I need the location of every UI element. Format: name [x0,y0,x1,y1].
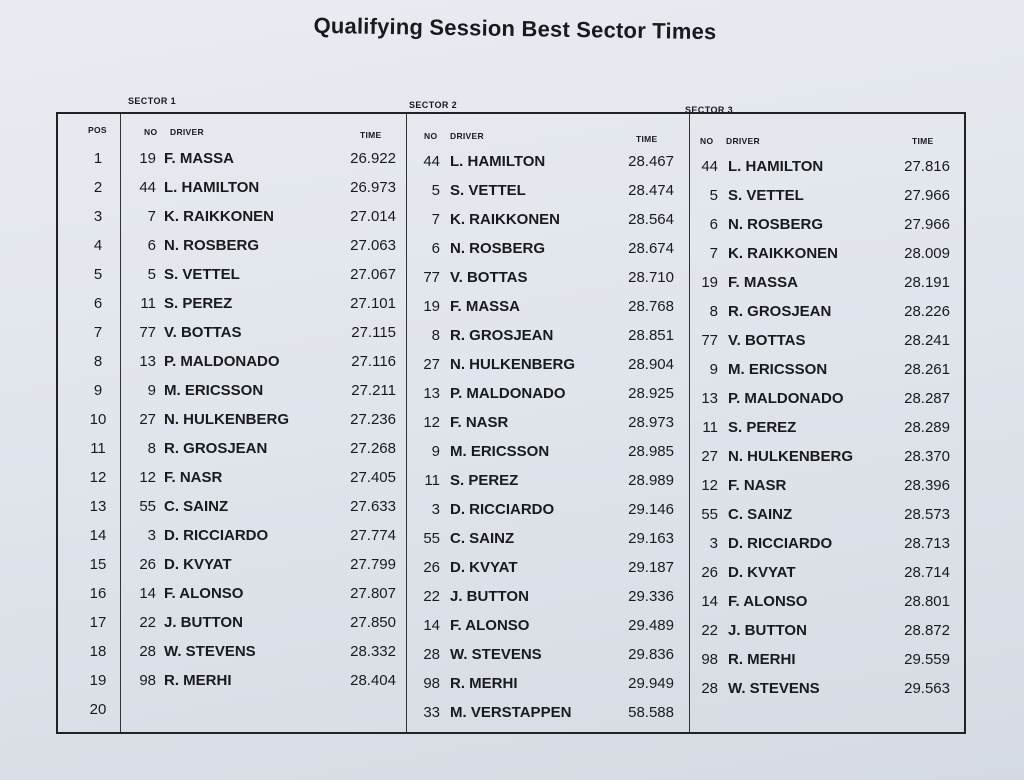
car-number-cell: 22 [423,588,440,605]
time-cell: 28.674 [628,240,674,257]
driver-cell: W. STEVENS [728,680,820,697]
car-number-cell: 44 [139,179,156,196]
time-cell: 28.226 [904,303,950,320]
position-cell: 4 [93,237,103,254]
position-cell: 17 [89,614,107,631]
table-row [58,347,964,376]
table-row [58,173,964,202]
time-cell: 28.989 [628,472,674,489]
table-row [58,376,964,405]
time-cell: 28.713 [904,535,950,552]
position-cell: 19 [89,672,107,689]
time-cell: 27.067 [350,266,396,283]
car-number-cell: 44 [423,153,440,170]
time-cell: 28.332 [350,643,396,660]
car-number-cell: 12 [139,469,156,486]
time-cell: 27.101 [350,295,396,312]
time-cell: 28.851 [628,327,674,344]
car-number-cell: 9 [431,443,440,460]
position-cell: 2 [93,179,103,196]
driver-cell: J. BUTTON [728,622,807,639]
driver-cell: F. NASR [450,414,509,431]
table-row [58,666,964,695]
driver-cell: S. PEREZ [450,472,519,489]
driver-cell: K. RAIKKONEN [728,245,839,262]
s1-driver-header: DRIVER [170,127,204,137]
table-row [58,202,964,231]
time-cell: 28.396 [904,477,950,494]
car-number-cell: 55 [701,506,718,523]
position-cell: 10 [89,411,107,428]
position-cell: 7 [93,324,103,341]
table-row [58,231,964,260]
position-cell: 18 [89,643,107,660]
position-cell: 16 [89,585,107,602]
time-cell: 28.714 [904,564,950,581]
driver-cell: V. BOTTAS [450,269,528,286]
driver-cell: W. STEVENS [164,643,256,660]
driver-cell: K. RAIKKONEN [450,211,561,228]
driver-cell: P. MALDONADO [728,390,844,407]
time-cell: 28.009 [904,245,950,262]
time-cell: 27.816 [904,158,950,175]
driver-cell: D. KVYAT [164,556,232,573]
position-cell: 6 [93,295,103,312]
driver-cell: N. HULKENBERG [164,411,290,428]
car-number-cell: 7 [147,208,156,225]
car-number-cell: 3 [709,535,718,552]
driver-cell: R. MERHI [450,675,518,692]
time-cell: 27.807 [350,585,396,602]
time-cell: 27.268 [350,440,396,457]
driver-cell: F. ALONSO [450,617,530,634]
time-cell: 29.336 [628,588,674,605]
driver-cell: M. ERICSSON [450,443,550,460]
time-cell: 28.191 [904,274,950,291]
driver-cell: C. SAINZ [728,506,793,523]
driver-cell: R. MERHI [164,672,232,689]
driver-cell: M. VERSTAPPEN [450,704,572,721]
table-row [58,579,964,608]
driver-cell: V. BOTTAS [728,332,806,349]
table-row [58,405,964,434]
car-number-cell: 27 [139,411,156,428]
driver-cell: R. GROSJEAN [164,440,268,457]
time-cell: 28.289 [904,419,950,436]
car-number-cell: 11 [140,295,156,312]
time-cell: 29.187 [628,559,674,576]
car-number-cell: 5 [709,187,718,204]
car-number-cell: 14 [139,585,156,602]
car-number-cell: 22 [139,614,156,631]
driver-cell: R. GROSJEAN [728,303,832,320]
car-number-cell: 13 [139,353,156,370]
time-cell: 28.573 [904,506,950,523]
time-cell: 27.014 [350,208,396,225]
time-cell: 28.768 [628,298,674,315]
time-cell: 28.710 [628,269,674,286]
driver-cell: D. KVYAT [450,559,518,576]
car-number-cell: 19 [423,298,440,315]
table-row [58,637,964,666]
position-cell: 11 [90,440,106,457]
sector-1-heading: SECTOR 1 [128,96,177,106]
car-number-cell: 13 [701,390,718,407]
time-cell: 27.405 [350,469,396,486]
car-number-cell: 28 [139,643,156,660]
driver-cell: R. MERHI [728,651,796,668]
car-number-cell: 26 [701,564,718,581]
car-number-cell: 3 [431,501,440,518]
time-cell: 27.799 [350,556,396,573]
driver-cell: K. RAIKKONEN [164,208,275,225]
time-cell: 28.925 [628,385,674,402]
driver-cell: S. VETTEL [728,187,804,204]
time-cell: 28.261 [904,361,950,378]
car-number-cell: 8 [147,440,156,457]
time-cell: 28.287 [904,390,950,407]
time-cell: 28.241 [904,332,950,349]
car-number-cell: 3 [147,527,156,544]
time-cell: 28.801 [904,593,950,610]
driver-cell: D. RICCIARDO [164,527,269,544]
driver-cell: N. ROSBERG [728,216,824,233]
car-number-cell: 77 [423,269,440,286]
driver-cell: M. ERICSSON [164,382,264,399]
time-cell: 28.985 [628,443,674,460]
s2-no-header: NO [424,131,438,141]
car-number-cell: 33 [423,704,440,721]
pos-header: POS [88,125,107,135]
sector-3-heading: SECTOR 3 [685,105,734,115]
car-number-cell: 27 [423,356,440,373]
position-cell: 13 [89,498,107,515]
time-cell: 58.588 [628,704,674,721]
time-cell: 28.474 [628,182,674,199]
car-number-cell: 27 [701,448,718,465]
driver-cell: F. ALONSO [164,585,244,602]
car-number-cell: 28 [701,680,718,697]
driver-cell: N. HULKENBERG [450,356,576,373]
driver-cell: W. STEVENS [450,646,542,663]
table-row [58,463,964,492]
car-number-cell: 6 [431,240,440,257]
time-cell: 29.559 [904,651,950,668]
table-row [58,521,964,550]
car-number-cell: 11 [424,472,440,489]
s1-no-header: NO [144,127,158,137]
driver-cell: C. SAINZ [450,530,515,547]
driver-cell: F. MASSA [450,298,521,315]
driver-cell: F. NASR [164,469,223,486]
car-number-cell: 26 [423,559,440,576]
table-row [58,260,964,289]
car-number-cell: 98 [139,672,156,689]
driver-cell: D. RICCIARDO [728,535,833,552]
sector-times-table [56,112,966,734]
table-row [58,550,964,579]
driver-cell: N. ROSBERG [450,240,546,257]
car-number-cell: 14 [701,593,718,610]
driver-cell: F. MASSA [728,274,799,291]
table-row [58,492,964,521]
driver-cell: S. PEREZ [164,295,233,312]
time-cell: 27.850 [350,614,396,631]
driver-cell: S. PEREZ [728,419,797,436]
sector-2-heading: SECTOR 2 [409,100,458,110]
driver-cell: P. MALDONADO [164,353,280,370]
position-cell: 9 [93,382,103,399]
car-number-cell: 55 [423,530,440,547]
position-cell: 8 [93,353,103,370]
driver-cell: L. HAMILTON [164,179,260,196]
position-cell: 14 [89,527,107,544]
position-cell: 15 [89,556,107,573]
car-number-cell: 44 [701,158,718,175]
time-cell: 29.563 [904,680,950,697]
table-row [58,289,964,318]
car-number-cell: 13 [423,385,440,402]
car-number-cell: 19 [139,150,156,167]
car-number-cell: 77 [139,324,156,341]
time-cell: 27.116 [351,353,396,370]
car-number-cell: 12 [701,477,718,494]
car-number-cell: 28 [423,646,440,663]
car-number-cell: 11 [702,419,718,436]
position-cell: 5 [93,266,103,283]
car-number-cell: 77 [701,332,718,349]
time-cell: 26.973 [350,179,396,196]
car-number-cell: 6 [147,237,156,254]
time-cell: 28.872 [904,622,950,639]
driver-cell: V. BOTTAS [164,324,242,341]
driver-cell: M. ERICSSON [728,361,828,378]
car-number-cell: 7 [709,245,718,262]
position-cell: 1 [93,150,103,167]
time-cell: 28.973 [628,414,674,431]
time-cell: 29.836 [628,646,674,663]
time-cell: 29.163 [628,530,674,547]
position-cell: 3 [93,208,103,225]
time-cell: 28.467 [628,153,674,170]
driver-cell: F. MASSA [164,150,235,167]
time-cell: 27.633 [350,498,396,515]
s3-time-header: TIME [912,136,934,146]
car-number-cell: 7 [431,211,440,228]
time-cell: 27.236 [350,411,396,428]
driver-cell: R. GROSJEAN [450,327,554,344]
time-cell: 28.904 [628,356,674,373]
s3-no-header: NO [700,136,714,146]
driver-cell: D. KVYAT [728,564,796,581]
car-number-cell: 19 [701,274,718,291]
time-cell: 29.146 [628,501,674,518]
driver-cell: S. VETTEL [164,266,240,283]
car-number-cell: 5 [431,182,440,199]
driver-cell: L. HAMILTON [728,158,824,175]
car-number-cell: 55 [139,498,156,515]
time-cell: 29.949 [628,675,674,692]
driver-cell: P. MALDONADO [450,385,566,402]
car-number-cell: 98 [423,675,440,692]
time-cell: 27.115 [351,324,396,341]
car-number-cell: 22 [701,622,718,639]
car-number-cell: 26 [139,556,156,573]
car-number-cell: 12 [423,414,440,431]
table-row [58,144,964,173]
car-number-cell: 5 [147,266,156,283]
driver-cell: F. NASR [728,477,787,494]
time-cell: 28.404 [350,672,396,689]
time-cell: 28.564 [628,211,674,228]
time-cell: 29.489 [628,617,674,634]
time-cell: 27.063 [350,237,396,254]
s2-driver-header: DRIVER [450,131,484,141]
position-cell: 20 [89,701,107,718]
time-cell: 27.774 [350,527,396,544]
position-cell: 12 [89,469,107,486]
car-number-cell: 9 [709,361,718,378]
driver-cell: N. ROSBERG [164,237,260,254]
table-row [58,695,964,724]
s3-driver-header: DRIVER [726,136,760,146]
car-number-cell: 8 [431,327,440,344]
page-title: Qualifying Session Best Sector Times [313,12,717,45]
s2-time-header: TIME [636,134,658,144]
table-row [58,318,964,347]
car-number-cell: 14 [423,617,440,634]
driver-cell: S. VETTEL [450,182,526,199]
driver-cell: J. BUTTON [450,588,529,605]
car-number-cell: 9 [147,382,156,399]
car-number-cell: 8 [709,303,718,320]
driver-cell: N. HULKENBERG [728,448,854,465]
car-number-cell: 98 [701,651,718,668]
driver-cell: F. ALONSO [728,593,808,610]
table-row [58,434,964,463]
s1-time-header: TIME [360,130,382,140]
time-cell: 26.922 [350,150,396,167]
driver-cell: C. SAINZ [164,498,229,515]
time-cell: 27.966 [904,216,950,233]
time-cell: 27.211 [351,382,396,399]
driver-cell: L. HAMILTON [450,153,546,170]
driver-cell: D. RICCIARDO [450,501,555,518]
table-row [58,608,964,637]
time-cell: 27.966 [904,187,950,204]
car-number-cell: 6 [709,216,718,233]
driver-cell: J. BUTTON [164,614,243,631]
time-cell: 28.370 [904,448,950,465]
